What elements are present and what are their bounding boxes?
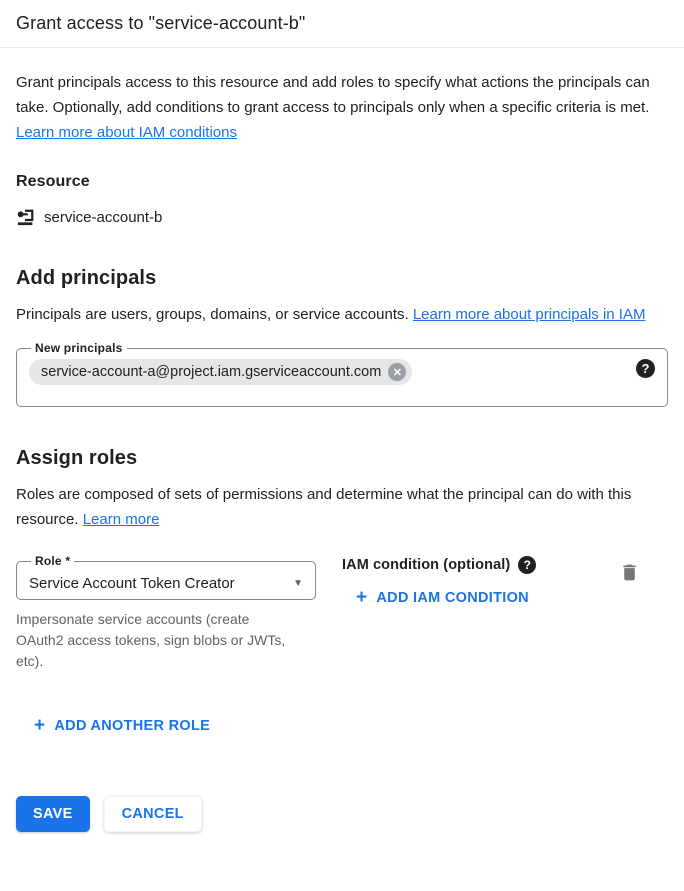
add-iam-condition-button[interactable] bbox=[356, 588, 529, 607]
delete-role-button[interactable] bbox=[617, 560, 642, 588]
principals-desc-text: Principals are users, groups, domains, or service accounts. bbox=[16, 306, 413, 323]
save-button[interactable]: SAVE bbox=[16, 796, 90, 832]
add-principals-heading: Add principals bbox=[16, 267, 157, 289]
principal-chip[interactable] bbox=[29, 359, 412, 385]
assign-roles-heading: Assign roles bbox=[16, 447, 138, 469]
plus-icon: + bbox=[356, 587, 368, 608]
role-column bbox=[16, 554, 316, 672]
resource-heading: Resource bbox=[16, 173, 90, 190]
add-another-role-label: ADD ANOTHER ROLE bbox=[54, 717, 211, 734]
role-label: Role * bbox=[35, 554, 71, 568]
add-iam-condition-label: ADD IAM CONDITION bbox=[376, 589, 529, 606]
roles-learn-more-link[interactable]: Learn more bbox=[82, 511, 160, 528]
resource-row bbox=[16, 208, 668, 227]
new-principals-field[interactable] bbox=[16, 341, 668, 407]
dialog-actions bbox=[16, 796, 684, 832]
condition-column bbox=[342, 554, 617, 608]
principals-help-icon[interactable]: ? bbox=[636, 359, 655, 378]
dialog-body bbox=[0, 70, 684, 736]
assign-roles-description bbox=[16, 482, 668, 532]
iam-conditions-link[interactable]: Learn more about IAM conditions bbox=[16, 124, 237, 141]
principals-link[interactable]: Learn more about principals in IAM bbox=[412, 306, 646, 323]
intro-paragraph bbox=[16, 70, 668, 145]
dialog-header bbox=[0, 0, 684, 48]
role-select[interactable] bbox=[16, 554, 316, 600]
resource-name: service-account-b bbox=[44, 209, 163, 226]
role-help-text: Impersonate service accounts (create OAuth2 access tokens, sign blobs or JWTs, etc). bbox=[16, 611, 286, 669]
condition-label: IAM condition (optional) bbox=[342, 557, 511, 573]
intro-text: Grant principals access to this resource and add roles to specify what actions the principals can take. Optionally, add conditions to grant access to principals only when a specific criteria is met. bbox=[16, 74, 650, 116]
chevron-down-icon: ▼ bbox=[293, 577, 303, 589]
add-another-role-button[interactable] bbox=[34, 716, 210, 735]
service-account-icon bbox=[16, 208, 35, 227]
role-binding-row bbox=[16, 554, 668, 672]
add-principals-description bbox=[16, 302, 668, 327]
roles-desc-text: Roles are composed of sets of permissions and determine what the principal can do with this resource. bbox=[16, 486, 632, 528]
plus-icon: + bbox=[34, 715, 46, 736]
role-selected-value: Service Account Token Creator bbox=[29, 574, 235, 592]
chip-close-icon[interactable]: ✕ bbox=[388, 363, 406, 381]
new-principals-label: New principals bbox=[35, 341, 123, 355]
condition-help-icon[interactable]: ? bbox=[518, 556, 536, 574]
page-title: Grant access to "service-account-b" bbox=[16, 13, 306, 33]
condition-label-row bbox=[342, 556, 617, 574]
cancel-button[interactable]: CANCEL bbox=[104, 796, 202, 832]
trash-icon bbox=[619, 571, 640, 586]
principal-chip-label: service-account-a@project.iam.gserviceaccount.com bbox=[41, 364, 382, 380]
